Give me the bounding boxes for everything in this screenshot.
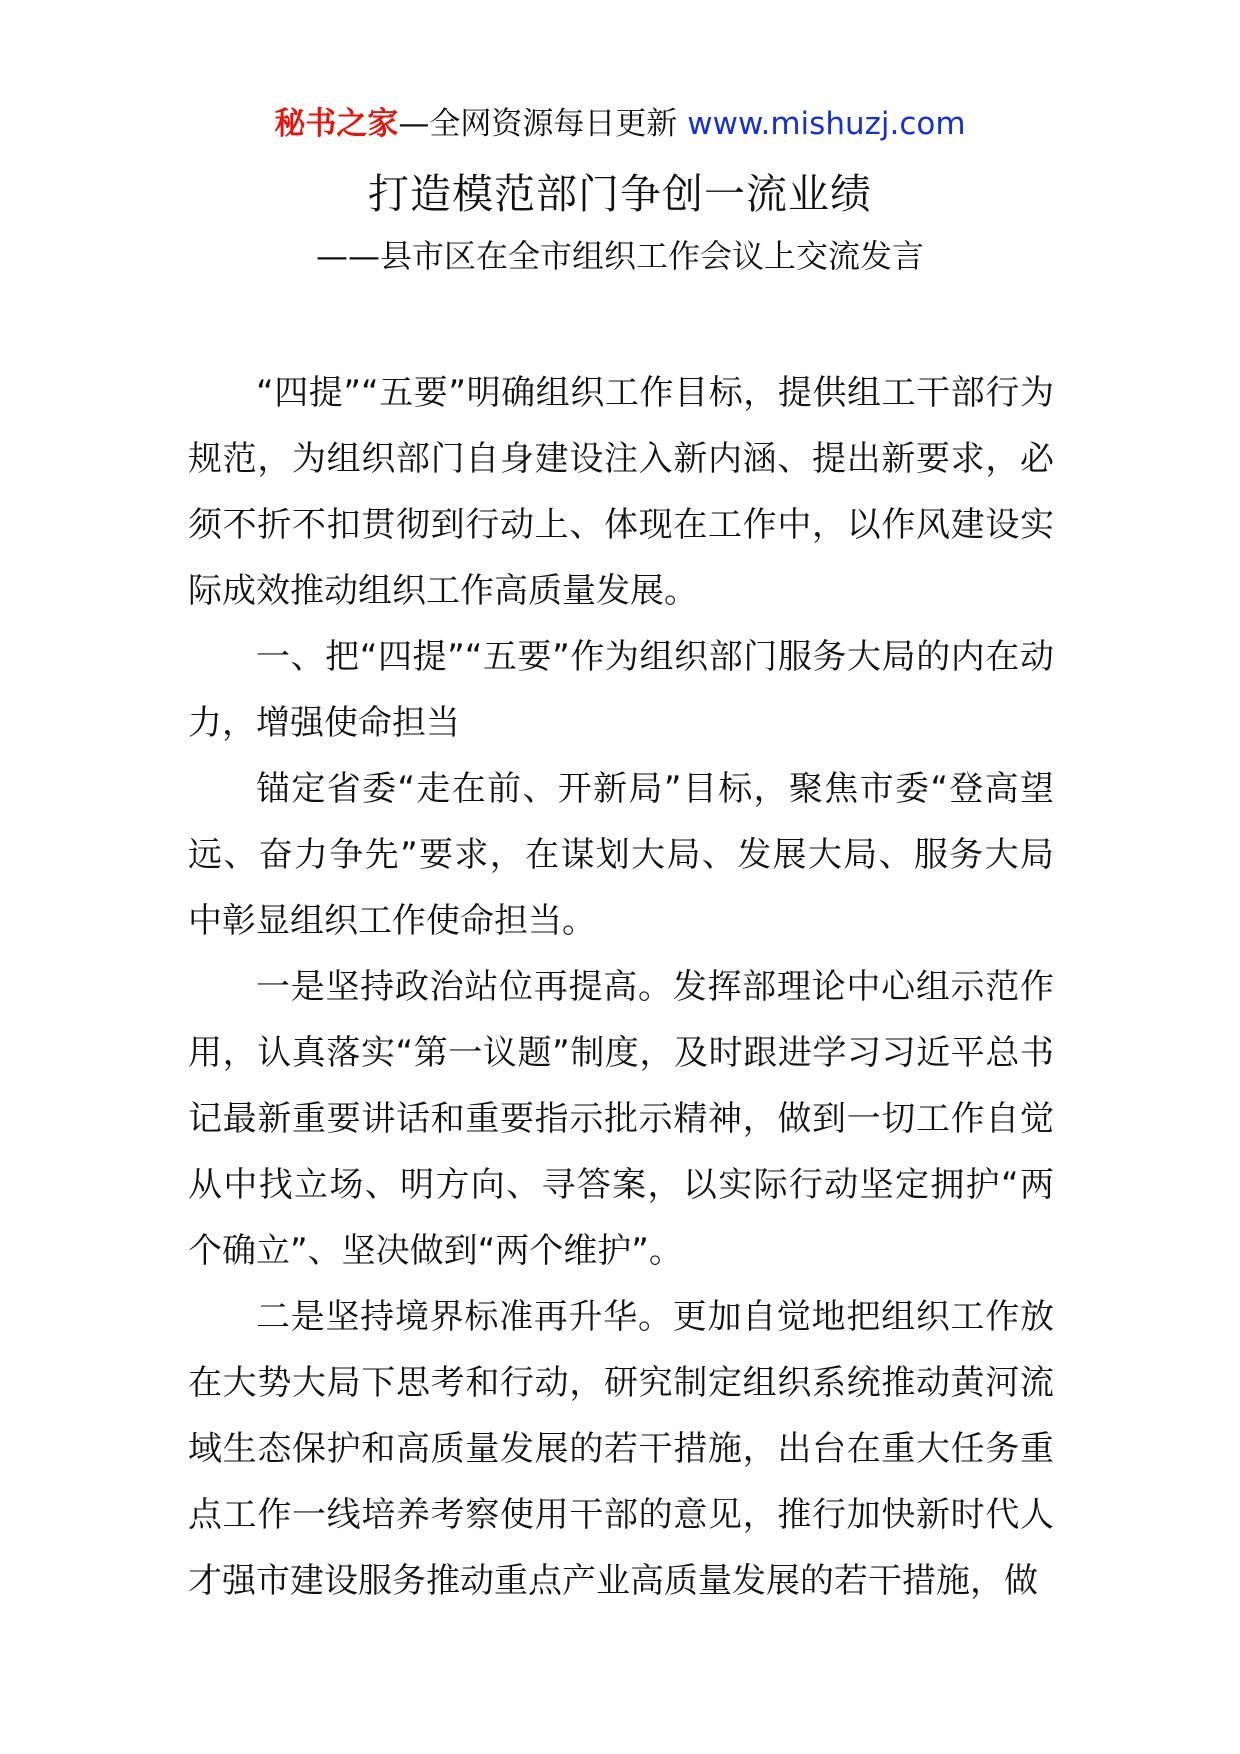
paragraph-intro: “四提”“五要”明确组织工作目标，提供组工干部行为规范，为组织部门自身建设注入新内涵、提出新要求，必须不折不扣贯彻到行动上、体现在工作中，以作风建设实际成效推动组织工作高质量发展。 [188,373,1054,611]
document-title: 打造模范部门争创一流业绩 [368,170,872,218]
watermark-header [0,100,1240,148]
paragraph-point-2: 二是坚持境界标准再升华。更加自觉地把组织工作放在大势大局下思考和行动，研究制定组织系统推动黄河流域生态保护和高质量发展的若干措施，出台在重大任务重点工作一线培养考察使用干部的意见，推行加快新时代人才强市建设服务推动重点产业高质量发展的若干措施，做 [188,1297,1054,1601]
document-subtitle: ——县市区在全市组织工作会议上交流发言 [315,237,924,275]
section-heading-1: 一、把“四提”“五要”作为组织部门服务大局的内在动力，增强使命担当 [188,637,1054,743]
paragraph-point-1: 一是坚持政治站位再提高。发挥部理论中心组示范作用，认真落实“第一议题”制度，及时跟进学习习近平总书记最新重要讲话和重要指示批示精神，做到一切工作自觉从中找立场、明方向、寻答案，以实际行动坚定拥护“两个确立”、坚决做到“两个维护”。 [188,967,1054,1271]
paragraph-section-1-intro: 锚定省委“走在前、开新局”目标，聚焦市委“登高望远、奋力争先”要求，在谋划大局、发展大局、服务大局中彰显组织工作使命担当。 [188,769,1054,941]
header-tagline: —全网资源每日更新 [398,106,688,142]
document-body [188,360,1054,1614]
site-link[interactable]: www.mishuzj.com [687,106,966,142]
brand-name: 秘书之家 [274,106,399,142]
